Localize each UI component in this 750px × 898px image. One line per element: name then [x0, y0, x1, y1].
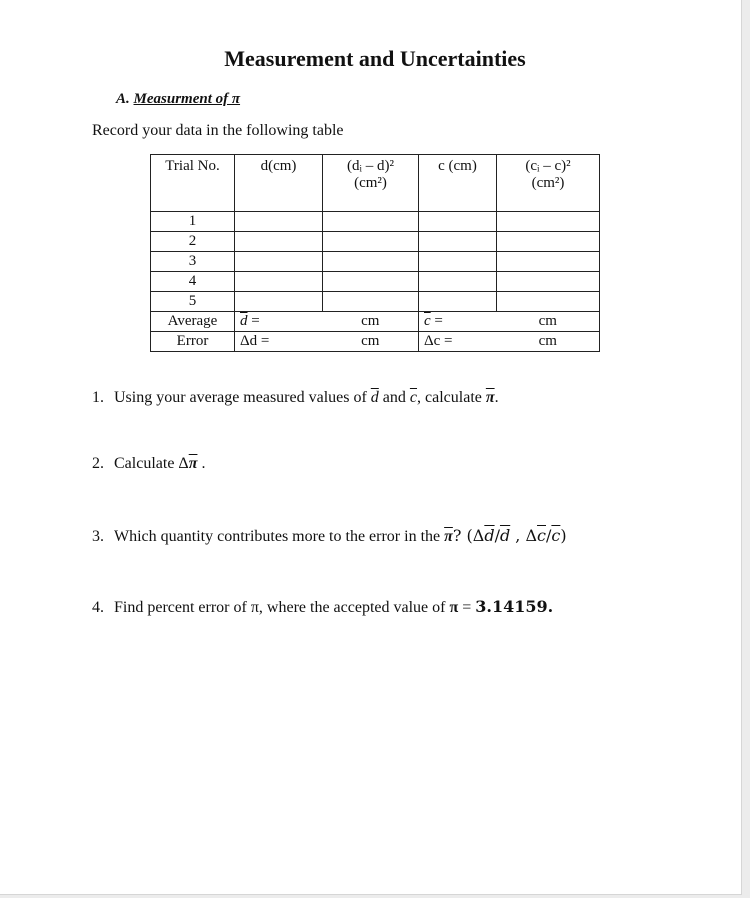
cell-d-dev[interactable]	[323, 232, 419, 252]
average-d-eq: =	[251, 313, 260, 329]
question-text: .	[197, 455, 206, 472]
question-1	[92, 389, 499, 407]
error-d-unit: cm	[323, 332, 419, 352]
d-bar-symbol: $\overline{d}$	[370, 389, 379, 406]
d-bar-symbol: $\overline{d}$	[484, 526, 495, 545]
cell-c-dev[interactable]	[497, 272, 600, 292]
pi-bar-symbol: $\overline{\pi}$	[444, 528, 453, 545]
trial-number: 5	[151, 292, 235, 312]
table-row	[151, 232, 600, 252]
pi-bar-symbol: $\overline{\pi}$	[188, 455, 198, 472]
question-text: ? (Δ	[452, 526, 485, 545]
cell-c-dev[interactable]	[497, 212, 600, 232]
trial-number: 1	[151, 212, 235, 232]
cell-d[interactable]	[235, 212, 323, 232]
c-bar-symbol: $\overline{c}$	[551, 526, 561, 545]
question-text: )	[560, 526, 567, 545]
average-label: Average	[151, 312, 235, 332]
c-bar-symbol: $\overline{c}$	[537, 526, 546, 545]
trial-number: 4	[151, 272, 235, 292]
question-text: =	[458, 599, 476, 616]
cell-c[interactable]	[419, 272, 497, 292]
cell-d-dev[interactable]	[323, 252, 419, 272]
cell-c-dev[interactable]	[497, 232, 600, 252]
question-text: , calculate	[417, 389, 486, 406]
average-c-eq: =	[434, 313, 443, 329]
header-trial: Trial No.	[151, 155, 235, 212]
pi-bar-symbol: $\overline{\pi}$	[485, 389, 495, 406]
average-c[interactable]	[419, 312, 497, 332]
c-bar-symbol: $\overline{c}$	[409, 389, 418, 406]
header-c: c (cm)	[419, 155, 497, 212]
c-bar-symbol: $\overline{c}$	[424, 313, 431, 329]
section-label: A.	[116, 91, 130, 107]
question-number: 1.	[92, 389, 104, 406]
cell-d-dev[interactable]	[323, 272, 419, 292]
average-d[interactable]	[235, 312, 323, 332]
question-text: and	[378, 389, 410, 406]
d-bar-symbol: $\overline{d}$	[240, 313, 248, 329]
cell-d[interactable]	[235, 232, 323, 252]
table-row	[151, 292, 600, 312]
header-c-deviation-formula: (cᵢ – c)²	[525, 158, 571, 174]
question-text: Using your average measured values of	[114, 389, 371, 406]
cell-c[interactable]	[419, 212, 497, 232]
error-label: Error	[151, 332, 235, 352]
cell-c[interactable]	[419, 292, 497, 312]
cell-c[interactable]	[419, 252, 497, 272]
table-row	[151, 252, 600, 272]
trial-number: 2	[151, 232, 235, 252]
table-row	[151, 212, 600, 232]
header-c-deviation-unit: (cm²)	[531, 175, 565, 191]
d-bar-symbol: $\overline{d}$	[499, 526, 511, 545]
error-c[interactable]: Δc =	[419, 332, 497, 352]
cell-d[interactable]	[235, 272, 323, 292]
question-text: /	[546, 526, 552, 545]
average-d-unit: cm	[323, 312, 419, 332]
average-c-unit: cm	[497, 312, 600, 332]
cell-c-dev[interactable]	[497, 252, 600, 272]
question-text: Which quantity contributes more to the error in the	[114, 528, 445, 545]
question-number: 3.	[92, 528, 104, 545]
question-2	[92, 455, 205, 473]
header-d-deviation-formula: (dᵢ – d)²	[347, 158, 394, 174]
question-text: Find percent error of π, where the accepted value of	[114, 599, 450, 616]
cell-c[interactable]	[419, 232, 497, 252]
question-text: .	[494, 389, 499, 406]
header-d-deviation-unit: (cm²)	[354, 175, 387, 191]
question-text: , Δ	[510, 526, 538, 545]
question-number: 4.	[92, 599, 104, 616]
cell-d-dev[interactable]	[323, 292, 419, 312]
error-d[interactable]: Δd =	[235, 332, 323, 352]
header-d-deviation	[323, 155, 419, 212]
error-row	[151, 332, 600, 352]
error-c-unit: cm	[497, 332, 600, 352]
cell-c-dev[interactable]	[497, 292, 600, 312]
page-title: Measurement and Uncertainties	[224, 46, 526, 71]
cell-d[interactable]	[235, 252, 323, 272]
cell-d[interactable]	[235, 292, 323, 312]
table-row	[151, 272, 600, 292]
section-title: Measurment of π	[133, 91, 241, 107]
average-row	[151, 312, 600, 332]
question-text: Calculate Δ	[114, 455, 189, 472]
accepted-pi-value: 3.14159.	[475, 597, 554, 616]
cell-d-dev[interactable]	[323, 212, 419, 232]
table-header-row	[151, 155, 600, 212]
question-number: 2.	[92, 455, 104, 472]
question-text: /	[494, 526, 500, 545]
intro-text: Record your data in the following table	[92, 122, 344, 139]
question-4	[92, 597, 553, 617]
pi-symbol: π	[449, 599, 459, 616]
header-d: d(cm)	[235, 155, 323, 212]
header-c-deviation	[497, 155, 600, 212]
data-table	[150, 154, 600, 352]
section-heading	[116, 91, 240, 108]
question-3	[92, 526, 567, 546]
trial-number: 3	[151, 252, 235, 272]
